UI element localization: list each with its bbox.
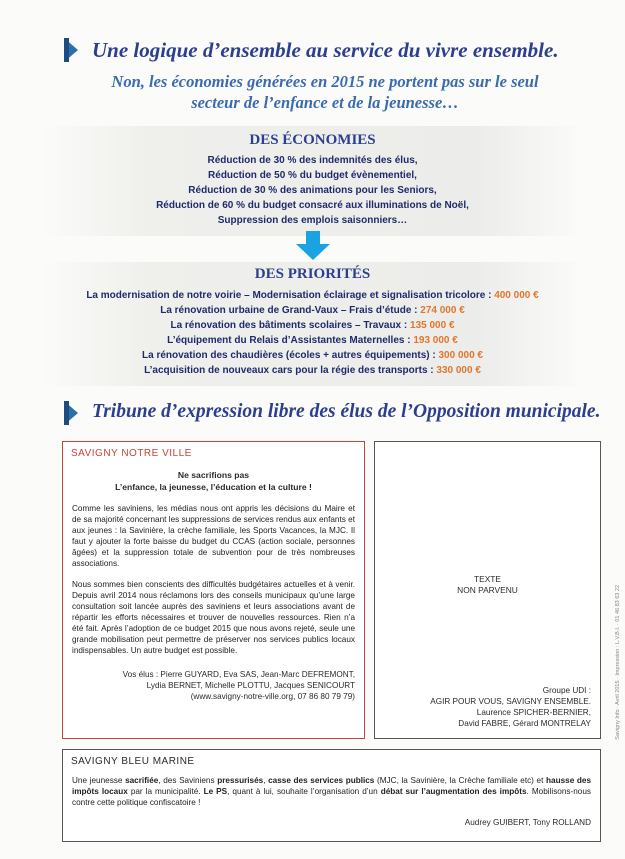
- body-fragment: Une jeunesse: [72, 776, 126, 785]
- priorite-amount: 193 000 €: [413, 335, 458, 346]
- economies-item: Suppression des emplois saisonniers…: [217, 215, 408, 226]
- priorite-label: La modernisation de notre voirie – Modernisation éclairage et signalisation tricolore :: [86, 290, 495, 301]
- emphasis-text: pressurisés: [217, 776, 264, 785]
- priorite-amount: 330 000 €: [436, 365, 481, 376]
- priorite-item: [40, 288, 585, 303]
- subheading-line2: secteur de l’enfance et de la jeunesse…: [191, 93, 459, 112]
- emphasis-text: sacrifiée: [125, 776, 159, 785]
- signature-line: Vos élus : Pierre GUYARD, Eva SAS, Jean-Marc DEFREMONT,: [122, 670, 355, 679]
- savigny-bleu-marine-box: [62, 749, 601, 842]
- economies-item: Réduction de 60 % du budget consacré aux illuminations de Noël,: [156, 200, 469, 211]
- emphasis-text: Le PS: [203, 787, 228, 796]
- udi-signature-line: Groupe UDI :: [542, 686, 591, 695]
- signature-line: (www.savigny-notre-ville.org, 07 86 80 79 79): [190, 692, 355, 701]
- body-fragment: , quant à lui, souhaite l’organisation d’un: [227, 787, 381, 796]
- savigny-bleu-marine-text: [72, 775, 591, 808]
- economies-block: [40, 126, 585, 236]
- priorite-amount: 400 000 €: [494, 290, 539, 301]
- body-fragment: (MJC, la Savinière, la Crèche familiale etc) et: [374, 776, 547, 785]
- priorites-title: DES PRIORITÉS: [254, 266, 371, 282]
- headline-line2: L’enfance, la jeunesse, l’éducation et la culture !: [115, 482, 312, 492]
- headline-line1: Ne sacrifions pas: [177, 470, 250, 480]
- priorite-item: [40, 348, 585, 363]
- heading2-chevron-icon: [64, 401, 78, 425]
- emphasis-text: hausse des impôts locaux: [72, 776, 591, 796]
- heading2: Tribune d’expression libre des élus de l’Opposition municipale.: [92, 401, 601, 422]
- priorite-label: L’équipement du Relais d’Assistantes Maternelles :: [167, 335, 414, 346]
- priorite-label: La rénovation des bâtiments scolaires – Travaux :: [170, 320, 411, 331]
- udi-signature-line: AGIR POUR VOUS, SAVIGNY ENSEMBLE.: [430, 697, 591, 706]
- savigny-notre-ville-title: SAVIGNY NOTRE VILLE: [71, 448, 192, 459]
- emphasis-text: casse des services publics: [268, 776, 375, 785]
- udi-signature-line: David FABRE, Gérard MONTRELAY: [458, 719, 591, 728]
- body-fragment: ,: [263, 776, 269, 785]
- priorite-item: [40, 333, 585, 348]
- priorite-item: [40, 303, 585, 318]
- savigny-notre-ville-box: [62, 441, 365, 739]
- economies-item: Réduction de 30 % des indemnités des élus,: [207, 155, 418, 166]
- priorite-label: La rénovation urbaine de Grand-Vaux – Frais d’étude :: [160, 305, 421, 316]
- savigny-notre-ville-para1: Comme les saviniens, les médias nous ont appris les décisions du Maire et de sa majorité concernant les suppressions de services rendus aux enfants et aux jeunes : la Savinière, la crèche familiale, les Sports Vacances, la MJC. Il faut y ajouter la forte baisse du budget du CCAS (action sociale, personnes âgées) et la suppression totale de subvention pour de très nombreuses associations.: [72, 504, 355, 568]
- groupe-udi-box: [374, 441, 601, 739]
- subheading-line1: Non, les économies générées en 2015 ne portent pas sur le seul: [111, 72, 539, 91]
- emphasis-text: débat sur l’augmentation des impôts: [380, 787, 527, 796]
- savigny-bleu-marine-signature: Audrey GUIBERT, Tony ROLLAND: [464, 818, 591, 827]
- signature-line: Lydia BERNET, Michelle PLOTTU, Jacques SENICOURT: [146, 681, 355, 690]
- priorite-amount: 135 000 €: [410, 320, 455, 331]
- priorites-block: [40, 262, 585, 386]
- body-fragment: . Mobilisons-nous contre cette politique confiscatoire !: [72, 787, 591, 807]
- priorite-amount: 300 000 €: [438, 350, 483, 361]
- savigny-notre-ville-para2: Nous sommes bien conscients des difficultés budgétaires actuelles et à venir. Depuis avril 2014 nous réclamons lors des conseils municipaux qu’une large consultation soit lancée auprès des saviniens et leurs associations avant de répartir les efforts nécessaires et trouver de nouvelles ressources. Rien n’a été fait. Après l’adoption de ce budget 2015 que nous avons rejeté, seule une grande mobilisation peut permettre de préserver nos services publics locaux indispensables. Un autre budget est possible.: [72, 580, 355, 655]
- heading1: Une logique d’ensemble au service du vivre ensemble.: [92, 38, 559, 62]
- priorite-item: [40, 363, 585, 378]
- side-print-code: Savigny Info · Avril 2015 · Impression : L.V.B.I. · 01 46 83 63 22: [615, 585, 621, 740]
- priorite-item: [40, 318, 585, 333]
- economies-item: Réduction de 30 % des animations pour les Seniors,: [188, 185, 437, 196]
- placeholder-text: TEXTE: [474, 574, 501, 584]
- priorite-amount: 274 000 €: [420, 305, 465, 316]
- economies-title: DES ÉCONOMIES: [249, 132, 376, 148]
- body-fragment: , des Saviniens: [158, 776, 218, 785]
- priorite-label: L’acquisition de nouveaux cars pour la régie des transports :: [144, 365, 437, 376]
- heading1-chevron-icon: [64, 38, 78, 62]
- udi-signature-line: Laurence SPICHER-BERNIER,: [476, 708, 591, 717]
- priorite-label: La rénovation des chaudières (écoles + autres équipements) :: [142, 350, 439, 361]
- placeholder-text: NON PARVENU: [457, 585, 518, 595]
- savigny-bleu-marine-title: SAVIGNY BLEU MARINE: [71, 756, 195, 767]
- economies-item: Réduction de 50 % du budget évènementiel,: [208, 170, 417, 181]
- body-fragment: par la municipalité.: [127, 787, 204, 796]
